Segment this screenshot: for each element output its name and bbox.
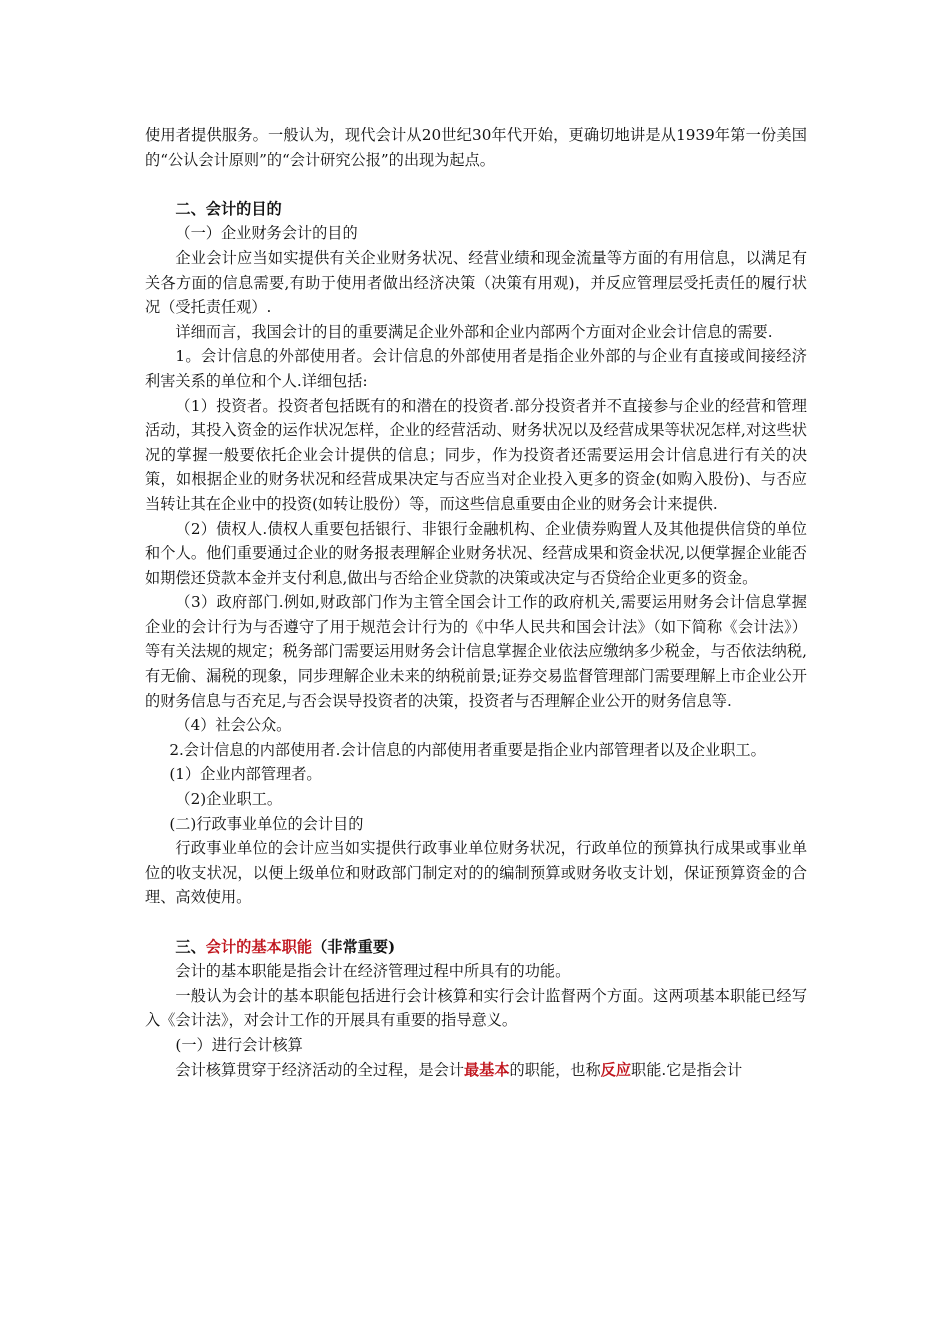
paragraph: （2)企业职工。 <box>175 790 283 809</box>
paragraph: 会计的基本职能是指会计在经济管理过程中所具有的功能。 <box>175 962 571 981</box>
spacer <box>145 910 807 935</box>
section-2-heading: 二、会计的目的 <box>175 199 282 218</box>
paragraph: （3）政府部门.例如,财政部门作为主管全国会计工作的政府机关,需要运用财务会计信息掌握企业的会计行为与否遵守了用于规范会计行为的《中华人民共和国会计法》（如下简称《会计法》）等有关法规的规定；税务部门需要运用财务会计信息掌握企业依法应缴纳多少税金，与否依法纳税,有无偷、漏税的现象，同步理解企业未来的纳税前景;证券交易监督管理部门需要理解上市企业公开的财务信息与否充足,与否会误导投资者的决策，投资者与否理解企业公开的财务信息等. <box>145 593 807 710</box>
paragraph: 行政事业单位的会计应当如实提供行政事业单位财务状况，行政单位的预算执行成果或事业单位的收支状况，以便上级单位和财政部门制定对的的编制预算或财务收支计划，保证预算资金的合理、高效使用。 <box>145 839 807 907</box>
heading-prefix: 三、 <box>175 937 206 956</box>
section-2-subheading-1: （一）企业财务会计的目的 <box>175 224 358 243</box>
paragraph: (1）企业内部管理者。 <box>169 765 322 784</box>
intro-paragraph: 使用者提供服务。一般认为，现代会计从20世纪30年代开始，更确切地讲是从1939年第一份美国的“公认会计原则”的“会计研究公报”的出现为起点。 <box>145 126 807 169</box>
document-body <box>145 123 807 1082</box>
text-run: 的职能，也称 <box>509 1060 601 1079</box>
heading-suffix: （非常重要) <box>312 937 396 956</box>
highlighted-heading-text: 会计的基本职能 <box>205 937 313 956</box>
section-2-subheading-2: (二)行政事业单位的会计目的 <box>169 814 364 833</box>
spacer <box>145 172 807 197</box>
paragraph: 详细而言，我国会计的目的重要满足企业外部和企业内部两个方面对企业会计信息的需要. <box>175 322 773 341</box>
paragraph <box>145 1058 807 1083</box>
text-run: 职能.它是指会计 <box>631 1060 743 1079</box>
highlighted-text: 反应 <box>600 1060 632 1079</box>
paragraph: （4）社会公众。 <box>175 716 292 735</box>
paragraph: （2）债权人.债权人重要包括银行、非银行金融机构、企业债券购置人及其他提供信贷的单位和个人。他们重要通过企业的财务报表理解企业财务状况、经营成果和资金状况,以便掌握企业能否如期偿还贷款本金并支付利息,做出与否给企业贷款的决策或决定与否贷给企业更多的资金。 <box>145 519 807 587</box>
paragraph: 1。会计信息的外部使用者。会计信息的外部使用者是指企业外部的与企业有直接或间接经济利害关系的单位和个人.详细包括: <box>145 347 807 390</box>
paragraph: （1）投资者。投资者包括既有的和潜在的投资者.部分投资者并不直接参与企业的经营和管理活动，其投入资金的运作状况怎样，企业的经营活动、财务状况以及经营成果等状况怎样,对这些状况的掌握一般要依托企业会计提供的信息；同步，作为投资者还需要运用会计信息进行有关的决策，如根据企业的财务状况和经营成果决定与否应当对企业投入更多的资金(如购入股份)、与否应当转让其在企业中的投资(如转让股份）等，而这些信息重要由企业的财务会计来提供. <box>145 396 807 513</box>
text-run: 会计核算贯穿于经济活动的全过程，是会计 <box>175 1060 464 1079</box>
paragraph: 2.会计信息的内部使用者.会计信息的内部使用者重要是指企业内部管理者以及企业职工。 <box>169 740 766 759</box>
section-3-heading <box>145 935 807 960</box>
paragraph: 一般认为会计的基本职能包括进行会计核算和实行会计监督两个方面。这两项基本职能已经写入《会计法》，对会计工作的开展具有重要的指导意义。 <box>145 986 807 1030</box>
paragraph: 企业会计应当如实提供有关企业财务状况、经营业绩和现金流量等方面的有用信息，以满足有关各方面的信息需要,有助于使用者做出经济决策（决策有用观)，并反应管理层受托责任的履行状况（受托责任观）. <box>145 248 807 317</box>
section-3-subheading-1: (一）进行会计核算 <box>175 1035 303 1054</box>
highlighted-text: 最基本 <box>463 1060 510 1079</box>
